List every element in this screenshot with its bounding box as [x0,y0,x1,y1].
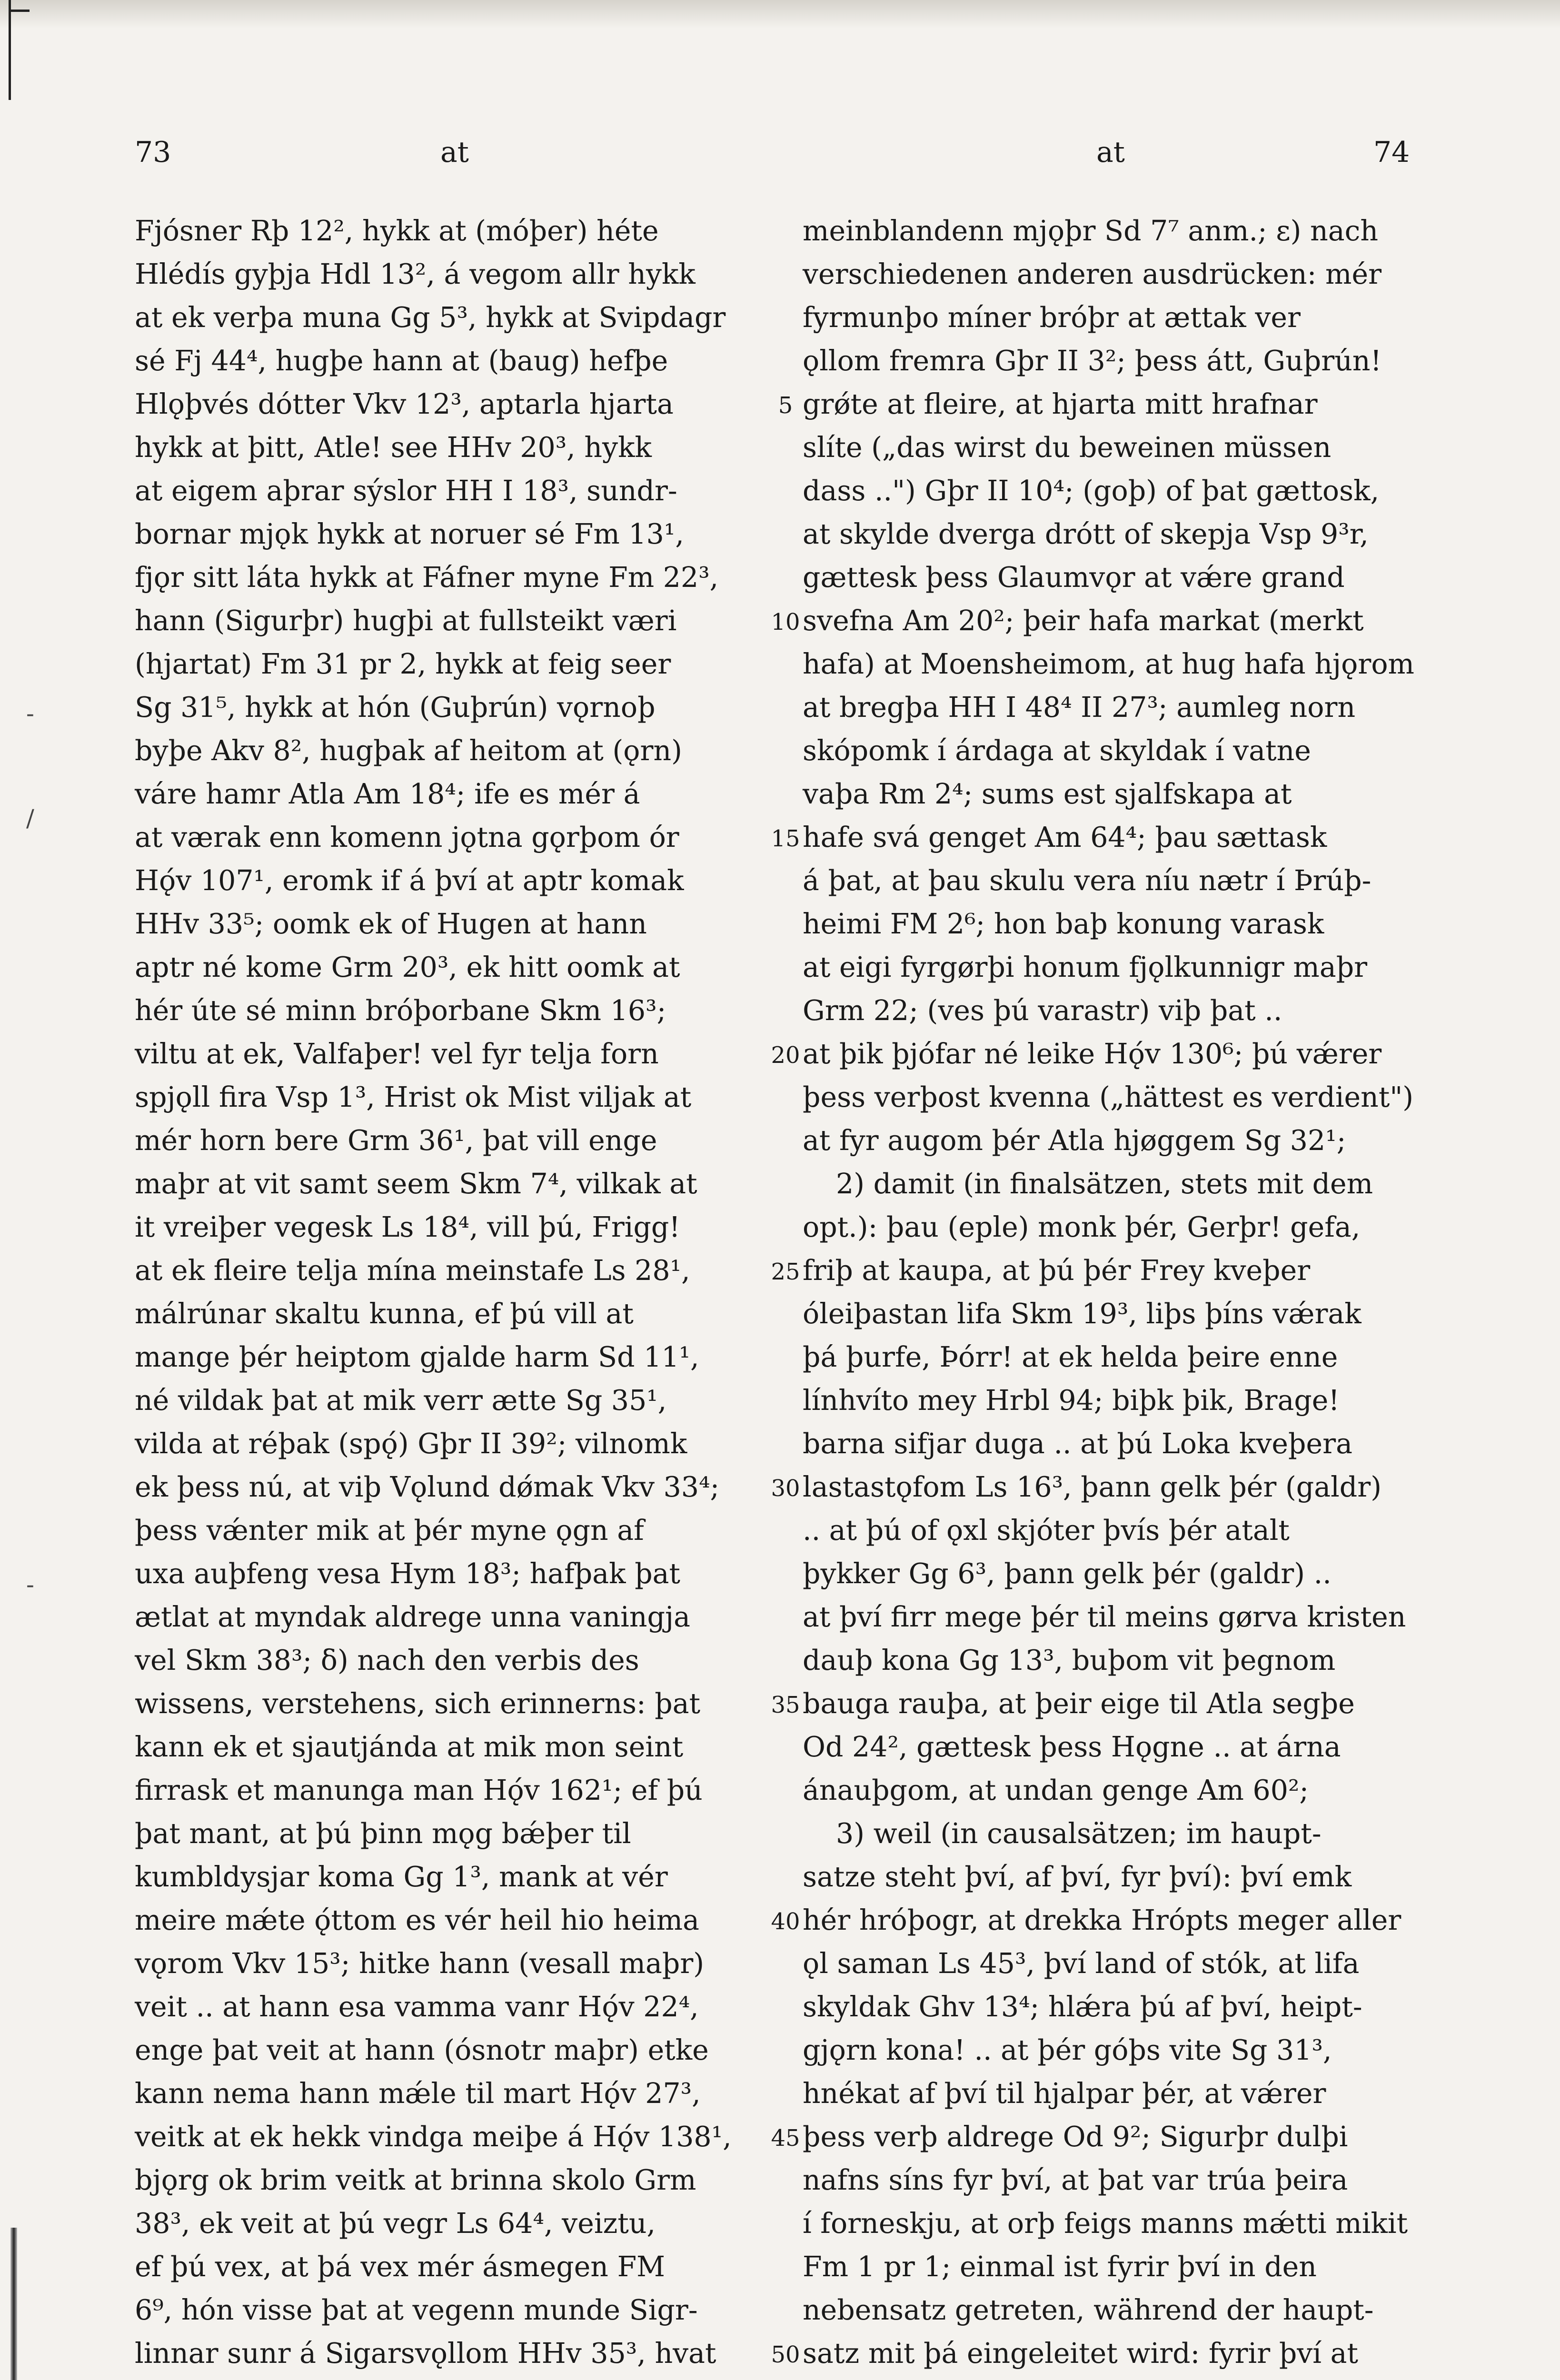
text-line: óleiþastan lifa Skm 19³, liþs þíns vǽrak [803,1298,1361,1330]
text-line: at því firr mege þér til meins gørva kristen [803,1601,1406,1633]
line-number: 20 [771,1042,800,1069]
text-line: mange þér heiptom gjalde harm Sd 11¹, [135,1341,699,1373]
line-number: 35 [771,1692,800,1718]
text-line: hann (Sigurþr) hugþi at fullsteikt væri [135,605,677,637]
text-line: ǫl saman Ls 45³, því land of stók, at lifa [803,1947,1360,1980]
text-line [135,2375,763,2380]
text-line: 3) weil (in causalsätzen; im haupt- [836,1817,1322,1850]
text-line: slíte („das wirst du beweinen müssen [803,431,1331,464]
text-line: heimi FM 2⁶; hon baþ konung varask [803,908,1324,940]
text-line: þess verþ aldrege Od 9²; Sigurþr dulþi [803,2121,1348,2153]
line-number: 15 [771,825,800,852]
text-line: at bregþa HH I 48⁴ II 27³; aumleg norn [803,691,1356,724]
text-line: satze steht því, af því, fyr því): því emk [803,1861,1352,1893]
line-number: 25 [771,1259,800,1285]
text-line: málrúnar skaltu kunna, ef þú vill at [135,1298,634,1330]
text-line: ǫllom fremra Gþr II 3²; þess átt, Guþrún! [803,345,1382,377]
text-line: þá þurfe, Þórr! at ek helda þeire enne [803,1341,1338,1373]
text-line: byþe Akv 8², hugþak af heitom at (ǫrn) [135,734,682,767]
text-line: at eigem aþrar sýslor HH I 18³, sundr- [135,475,677,507]
text-line: vilda at réþak (spǫ́) Gþr II 39²; vilnomk [135,1428,687,1460]
text-line: veitk at ek hekk vindga meiþe á Hǫ́v 138¹, [135,2121,732,2153]
text-line: Fjósner Rþ 12², hykk at (móþer) héte [135,215,659,247]
text-line: á þat, at þau skulu vera níu nætr í Þrúþ- [803,864,1371,897]
text-line: þess verþost kvenna („hättest es verdient") [803,1081,1414,1113]
text-line: váre hamr Atla Am 18⁴; ife es mér á [135,778,640,810]
text-line: lastastǫfom Ls 16³, þann gelk þér (galdr) [803,1471,1382,1503]
text-line: skyldak Ghv 13⁴; hlǽra þú af því, heipt- [803,1991,1362,2023]
text-line: vaþa Rm 2⁴; sums est sjalfskapa at [803,778,1292,810]
text-line: friþ at kaupa, at þú þér Frey kveþer [803,1254,1311,1287]
text-line: Fm 1 pr 1; einmal ist fyrir því in den [803,2251,1317,2283]
text-line: ánauþgom, at undan genge Am 60²; [803,1774,1309,1806]
text-line: at ek fleire telja mína meinstafe Ls 28¹, [135,1254,690,1287]
text-line: meinblandenn mjǫþr Sd 7⁷ anm.; ε) nach [803,215,1379,247]
text-line: hér hróþogr, at drekka Hrópts meger aller [803,1904,1401,1936]
text-line: HHv 33⁵; oomk ek of Hugen at hann [135,908,647,940]
text-line: bjǫrg ok brim veitk at brinna skolo Grm [135,2164,696,2196]
text-line: mér horn bere Grm 36¹, þat vill enge [135,1124,657,1157]
text-line: meire mǽte ǫ́ttom es vér heil hio heima [135,1904,700,1936]
text-line: nebensatz getreten, während der haupt- [803,2294,1374,2326]
text-line: maþr at vit samt seem Skm 7⁴, vilkak at [135,1168,697,1200]
text-line: kumbldysjar koma Gg 1³, mank at vér [135,1861,668,1893]
text-line: Od 24², gættesk þess Hǫgne .. at árna [803,1731,1341,1763]
text-line: at ek verþa muna Gg 5³, hykk at Svipdagr [135,301,726,334]
line-number: 5 [778,392,793,419]
scan-corner-vertical [9,0,11,100]
line-number: 45 [771,2125,800,2152]
text-line: at þik þjófar né leike Hǫ́v 130⁶; þú vǽrer [803,1038,1382,1070]
text-line: .. at þú of ǫxl skjóter þvís þér atalt [803,1514,1290,1547]
text-line: Sg 31⁵, hykk at hón (Guþrún) vǫrnoþ [135,691,656,724]
text-line: 2) damit (in finalsätzen, stets mit dem [836,1168,1373,1200]
text-line: í forneskju, at orþ feigs manns mǽtti mikit [803,2207,1408,2240]
text-line: Grm 22; (ves þú varastr) viþ þat .. [803,994,1282,1027]
text-line: þat mant, at þú þinn mǫg bǽþer til [135,1817,631,1850]
line-number: 10 [771,609,800,635]
text-line: svefna Am 20²; þeir hafa markat (merkt [803,605,1364,637]
page-header [0,136,1560,183]
text-line: spjǫll fira Vsp 1³, Hrist ok Mist viljak at [135,1081,692,1113]
text-line: dass ..") Gþr II 10⁴; (goþ) of þat gættosk, [803,475,1380,507]
text-line: ef þú vex, at þá vex mér ásmegen FM [135,2251,666,2283]
margin-mark: - [26,700,34,727]
text-line: it vreiþer vegesk Ls 18⁴, vill þú, Frigg! [135,1211,680,1243]
scan-top-edge [0,0,1560,29]
text-line: Hlédís gyþja Hdl 13², á vegom allr hykk [135,258,696,290]
scan-binding-shadow [10,2228,17,2380]
scan-corner-horizontal [9,10,30,12]
text-line: 6⁹, hón visse þat at vegenn munde Sigr- [135,2294,698,2326]
text-line: at fyr augom þér Atla hjøggem Sg 32¹; [803,1124,1346,1157]
text-line: at værak enn komenn jǫtna gǫrþom ór [135,821,679,853]
text-line: línhvíto mey Hrbl 94; biþk þik, Brage! [803,1384,1340,1417]
text-line: firrask et manunga man Hǫ́v 162¹; ef þú [135,1774,703,1806]
text-line: enge þat veit at hann (ósnotr maþr) etke [135,2034,709,2066]
text-line: verschiedenen anderen ausdrücken: mér [803,258,1382,290]
text-line: veit .. at hann esa vamma vanr Hǫ́v 22⁴, [135,1991,699,2023]
text-line: fjǫr sitt láta hykk at Fáfner myne Fm 22³, [135,561,719,594]
text-line: skópomk í árdaga at skyldak í vatne [803,734,1311,767]
text-line: gættesk þess Glaumvǫr at vǽre grand [803,561,1345,594]
text-line: hafe svá genget Am 64⁴; þau sættask [803,821,1327,853]
text-line: wissens, verstehens, sich erinnerns: þat [135,1687,701,1720]
text-line: sé Fj 44⁴, hugþe hann at (baug) hefþe [135,345,668,377]
margin-mark: / [26,804,34,832]
text-line: opt.): þau (eple) monk þér, Gerþr! gefa, [803,1211,1361,1243]
line-number: 50 [771,2341,800,2368]
text-line: viltu at ek, Valfaþer! vel fyr telja forn [135,1038,659,1070]
text-line: gjǫrn kona! .. at þér góþs vite Sg 31³, [803,2034,1332,2066]
text-line: hnékat af því til hjalpar þér, at vǽrer [803,2077,1326,2110]
page-number-right: 74 [1373,136,1410,169]
line-number: 40 [771,1908,800,1935]
text-line: aptr né kome Grm 20³, ek hitt oomk at [135,951,680,983]
text-line: ætlat at myndak aldrege unna vaningja [135,1601,690,1633]
right-column [803,209,1431,2380]
text-line: satz mit þá eingeleitet wird: fyrir því at [803,2337,1359,2370]
text-line: at eigi fyrgørþi honum fjǫlkunnigr maþr [803,951,1368,983]
page-number-left: 73 [135,136,171,169]
text-line: vel Skm 38³; δ) nach den verbis des [135,1644,639,1676]
text-line: né vildak þat at mik verr ætte Sg 35¹, [135,1384,667,1417]
text-line: ek þess nú, at viþ Vǫlund dǿmak Vkv 33⁴; [135,1471,720,1503]
text-line: 38³, ek veit at þú vegr Ls 64⁴, veiztu, [135,2207,656,2240]
text-line: hér úte sé minn bróþorbane Skm 16³; [135,994,666,1027]
text-line: barna sifjar duga .. at þú Loka kveþera [803,1428,1352,1460]
line-number: 30 [771,1475,800,1502]
headword-left: at [440,136,469,169]
headword-right: at [1096,136,1125,169]
text-line: þykker Gg 6³, þann gelk þér (galdr) .. [803,1557,1331,1590]
scan-binding-edge [0,0,29,2380]
text-line: vǫrom Vkv 15³; hitke hann (vesall maþr) [135,1947,705,1980]
text-line: (hjartat) Fm 31 pr 2, hykk at feig seer [135,648,671,680]
text-line: þess vǽnter mik at þér myne ǫgn af [135,1514,644,1547]
text-line: kann ek et sjautjánda at mik mon seint [135,1731,684,1763]
text-line: grǿte at fleire, at hjarta mitt hrafnar [803,388,1318,420]
text-line: linnar sunr á Sigarsvǫllom HHv 35³, hvat [135,2337,716,2370]
text-line: nafns síns fyr því, at þat var trúa þeira [803,2164,1348,2196]
text-line: bauga rauþa, at þeir eige til Atla segþe [803,1687,1355,1720]
text-line: bornar mjǫk hykk at noruer sé Fm 13¹, [135,518,684,550]
left-column [135,209,763,2380]
text-line: fyrmunþo míner bróþr at ættak ver [803,301,1301,334]
text-line: dauþ kona Gg 13³, buþom vit þegnom [803,1644,1336,1676]
text-line: Hlǫþvés dótter Vkv 12³, aptarla hjarta [135,388,674,420]
text-line: hafa) at Moensheimom, at hug hafa hjǫrom [803,648,1415,680]
text-line [803,2375,1431,2380]
text-line: Hǫ́v 107¹, eromk if á því at aptr komak [135,864,684,897]
margin-mark: - [26,1571,34,1598]
text-line: uxa auþfeng vesa Hym 18³; hafþak þat [135,1557,681,1590]
text-line: hykk at þitt, Atle! see HHv 20³, hykk [135,431,652,464]
text-line: at skylde dverga drótt of skepja Vsp 9³r, [803,518,1369,550]
text-line: kann nema hann mǽle til mart Hǫ́v 27³, [135,2077,701,2110]
